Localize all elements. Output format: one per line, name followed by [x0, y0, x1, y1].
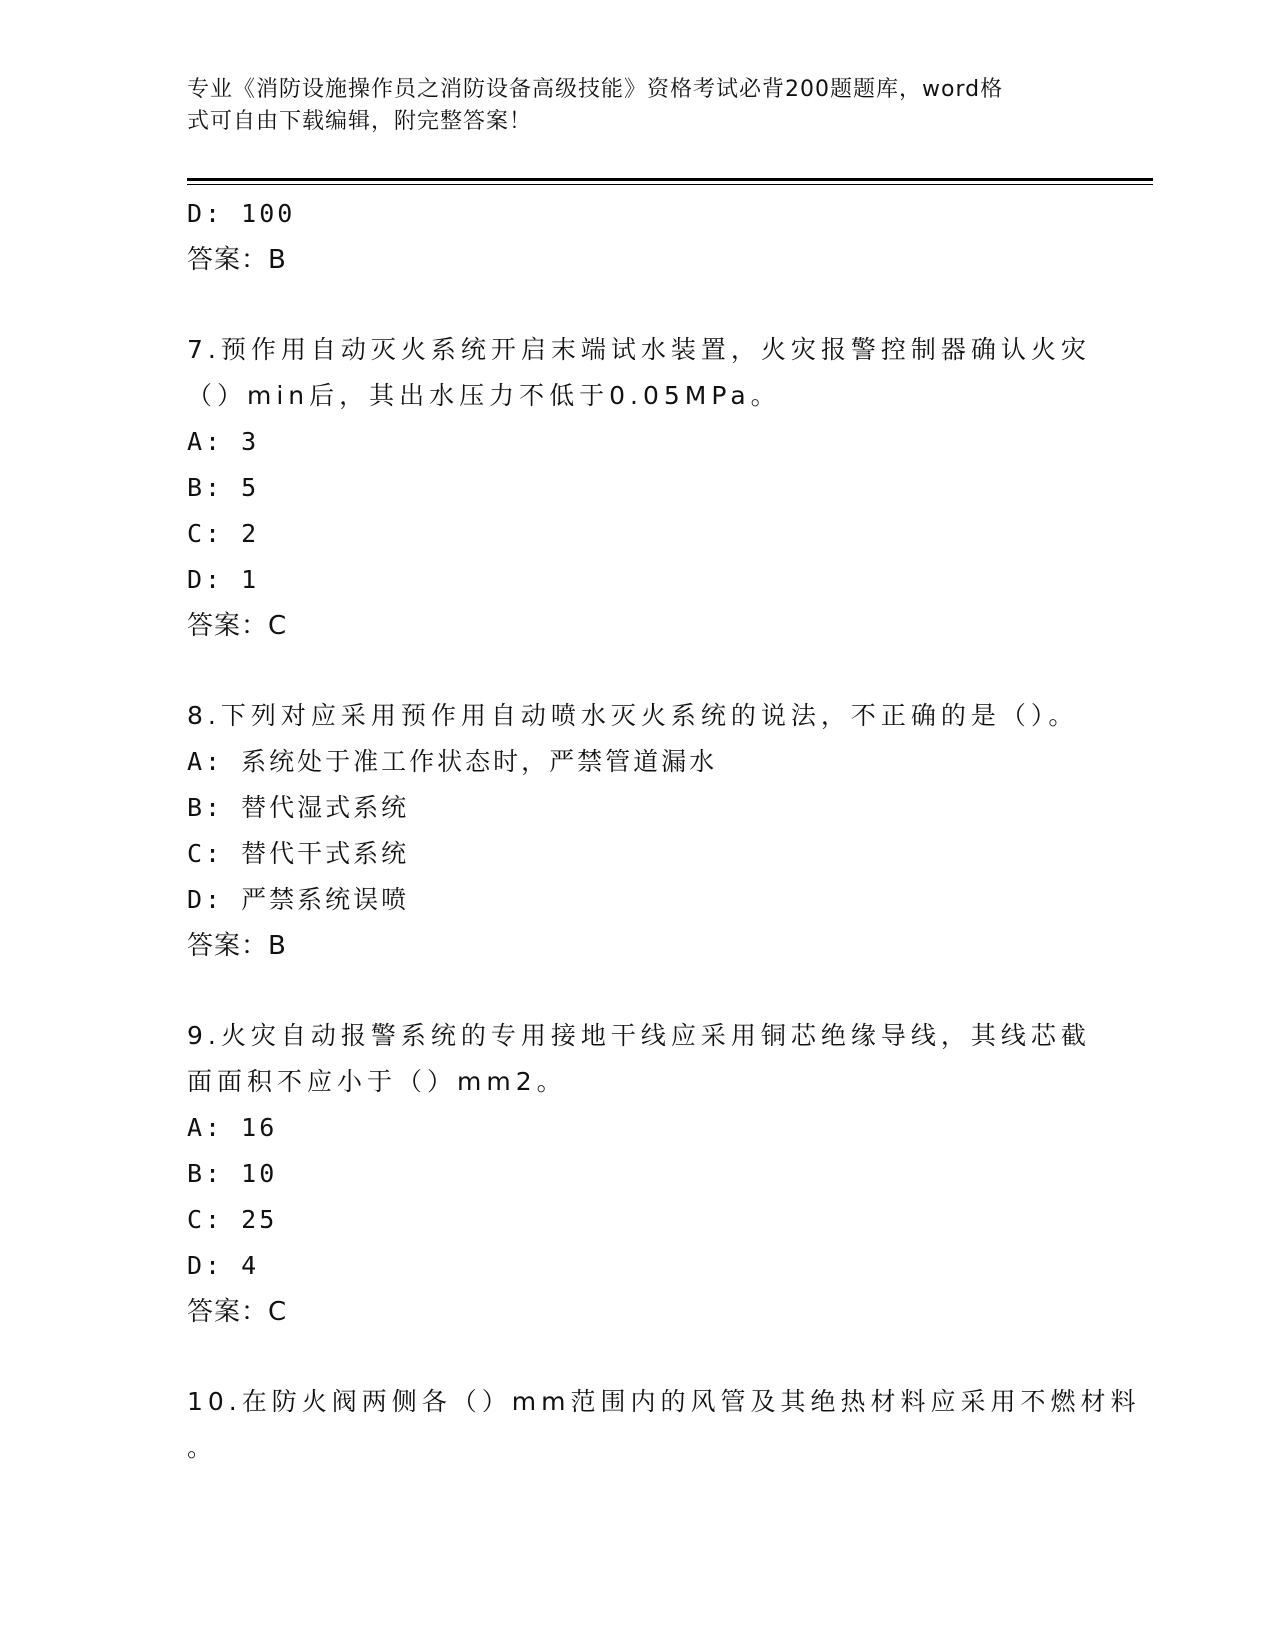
document-header	[187, 74, 1067, 138]
question-7-option-d: D: 1	[187, 565, 260, 594]
question-10-stem-line-2: 。	[187, 1433, 218, 1462]
question-7-answer: 答案：C	[187, 611, 288, 641]
question-8-option-c: C: 替代干式系统	[187, 839, 410, 868]
question-10-stem-line-1: 10.在防火阀两侧各（）mm范围内的风管及其绝热材料应采用不燃材料	[187, 1387, 1141, 1416]
question-8-stem-line-1: 8.下列对应采用预作用自动喷水灭火系统的说法，不正确的是（）。	[187, 701, 1079, 730]
header-line-1: 专业《消防设施操作员之消防设备高级技能》资格考试必背200题题库，word格	[187, 77, 1004, 102]
question-8-answer: 答案：B	[187, 931, 287, 961]
question-9-stem-line-1: 9.火灾自动报警系统的专用接地干线应采用铜芯绝缘导线，其线芯截	[187, 1021, 1091, 1050]
question-9-stem-line-2: 面面积不应小于（）mm2。	[187, 1067, 567, 1096]
question-8-option-a: A: 系统处于准工作状态时，严禁管道漏水	[187, 747, 718, 776]
question-7-stem-line-1: 7.预作用自动灭火系统开启末端试水装置，火灾报警控制器确认火灾	[187, 335, 1091, 364]
question-list	[187, 191, 1141, 1471]
option-d: D: 100	[187, 199, 296, 228]
header-divider-thick	[187, 178, 1153, 181]
question-7-option-b: B: 5	[187, 473, 260, 502]
question-9-option-a: A: 16	[187, 1113, 278, 1142]
question-8-option-d: D: 严禁系统误喷	[187, 885, 410, 914]
question-7-option-a: A: 3	[187, 427, 260, 456]
answer-label: 答案：B	[187, 245, 287, 275]
question-9-option-c: C: 25	[187, 1205, 278, 1234]
header-line-2: 式可自由下载编辑，附完整答案！	[187, 109, 533, 134]
question-7-option-c: C: 2	[187, 519, 260, 548]
question-7-stem-line-2: （）min后，其出水压力不低于0.05MPa。	[187, 381, 781, 410]
question-9-option-d: D: 4	[187, 1251, 260, 1280]
question-9-option-b: B: 10	[187, 1159, 278, 1188]
header-divider-thin	[187, 184, 1153, 185]
question-9-answer: 答案：C	[187, 1297, 288, 1327]
question-8-option-b: B: 替代湿式系统	[187, 793, 410, 822]
